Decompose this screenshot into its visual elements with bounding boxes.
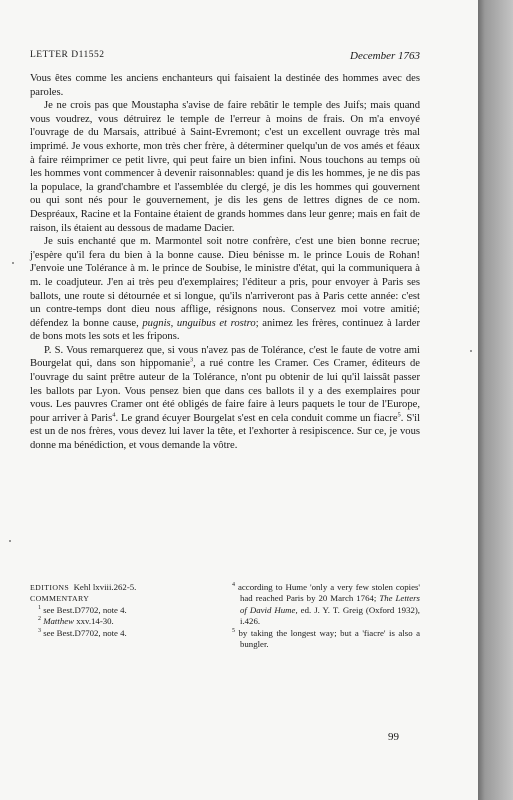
footnote-2-title: Matthew: [43, 616, 74, 627]
footnotes-right: [232, 582, 420, 650]
page-number: 99: [388, 731, 399, 743]
footnote-4-title: The Letters of David Hume: [240, 593, 420, 615]
note-ref-5[interactable]: 5: [397, 411, 401, 419]
editions-label: EDITIONS: [30, 583, 70, 592]
note-ref-4[interactable]: 4: [112, 411, 116, 419]
footnotes-left: [30, 582, 200, 639]
postscript-text-b: , a rué contre les Cramer. Ces Cramer, éditeurs de l'ouvrage du saint prêtre auteur de la Tolérance, n'ont pu obtenir de lui qu'il laissât passer les ballots par Lyon. Vous pensez bien que dans ces ballots il y a des exemplaires pour vous. Les pauvres Cramer ont été obligés de faire faire à leurs paquets le tour de l'Europe, pour arriver à Paris: [30, 358, 421, 424]
editions-value: Kehl lxviii.262-5.: [73, 582, 137, 592]
postscript-text-d: . S'il est un de nos frères, vous devez lui laver la tête, et l'exhorter à resipiscence. Sur ce, je vous donne ma bénédiction, et vous demande la vôtre.: [30, 412, 421, 452]
paragraph-3-text-a: Je suis enchanté que m. Marmontel soit notre confrère, c'est une bien bonne recrue; j'espère qu'il fera du bien à la bonne cause. Dieu bénisse m. le prince Louis de Rohan! J'envoie une Tolérance à m. le prince de Soubise, le ministre d'état, qui la communiquera à m. le coadjuteur. J'en ai très peu d'exemplaires; l'éditeur a pris, pour envoyer à Paris ses ballots, une route si détournée et si longue, qu'ils n'arriveront pas à Paris cette année: c'est un contre-temps dont dieu nous afflige, résignons nous. Conservez moi votre amitié; défendez la bonne cause,: [30, 236, 420, 329]
footnote-4-text-a: according to Hume 'only a very few stolen copies' had reached Paris by 20 March 1764;: [238, 582, 420, 604]
footnote-2-text: xxv.14-30.: [76, 616, 114, 627]
footnote-4: [232, 582, 420, 628]
commentary-label: COMMENTARY: [30, 594, 90, 604]
footnote-5-number: 5: [232, 627, 235, 634]
footnote-2: [30, 616, 200, 627]
footnote-5-text: by taking the longest way; but a 'fiacre' is also a bungler.: [238, 627, 421, 650]
running-header: [30, 50, 420, 62]
footnote-1-text: see Best.D7702, note 4.: [43, 604, 127, 615]
footnote-1: [30, 605, 200, 616]
footnote-3-number: 3: [38, 627, 41, 634]
footnote-1-number: 1: [38, 604, 41, 611]
footnote-3-text: see Best.D7702, note 4.: [43, 627, 127, 638]
paragraph-1: Vous êtes comme les anciens enchanteurs qui faisaient la destinée des hommes avec des paroles.: [30, 73, 420, 98]
letter-id: LETTER D11552: [30, 50, 105, 60]
postscript-text-a: P. S. Vous remarquerez que, si vous n'avez pas de Tolérance, c'est le faute de votre ami Bourgelat qui, dans son hippomanie: [30, 344, 420, 370]
note-ref-3[interactable]: 3: [189, 356, 194, 364]
paragraph-2: Je ne crois pas que Moustapha s'avise de faire rebâtir le temple des Juifs; mais quand vous voudrez, vous détruirez le temple de l'erreur à moins de frais. On m'a envoyé l'ouvrage de du Marsais, attribué à Saint-Evremont; c'est un excellent ouvrage très mal imprimé. Je vous exhorte, mon très cher frère, à déterminer quelqu'un de vos amés et féaux à faire réimprimer ce petit livre, qui peut faire un bien infini. Nous touchons au temps où les hommes vont commencer à devenir raisonnables: quand je dis les hommes, je ne dis pas la populace, la grand'chambre et l'assemblée du clergé, je dis les hommes qui gouvernent ou qui sont nés pour le gouvernement, je dis les gens de lettres dignes de ce nom. Despréaux, Racine et la Fontaine étaient de grands hommes dans leur genre; mais en fait de raison, ils étaient au dessous de madame Dacier.: [30, 100, 420, 234]
scan-speck: [470, 350, 472, 352]
postscript-text-c: . Le grand écuyer Bourgelat s'est en cela conduit comme un fiacre: [115, 412, 398, 424]
footnote-4-number: 4: [232, 582, 235, 589]
paragraph-3: [30, 235, 420, 344]
postscript: [30, 344, 420, 453]
scan-shadow-edge: [478, 0, 513, 800]
editions-line: [30, 582, 200, 593]
letter-date: December 1763: [350, 50, 420, 62]
footnote-4-text-b: , ed. J. Y. T. Greig (Oxford 1932), i.426.: [240, 604, 420, 627]
scan-speck: [12, 262, 14, 264]
scan-speck: [9, 540, 11, 542]
footnote-3: [30, 628, 200, 639]
paragraph-3-text-b: ; animez les frères, continuez à larder de bons mots les sots et les fripons.: [30, 317, 420, 343]
letter-body: [30, 72, 420, 453]
footnote-2-number: 2: [38, 616, 41, 623]
footnote-5: [232, 628, 420, 651]
latin-phrase: pugnis, unguibus et rostro: [142, 317, 256, 329]
